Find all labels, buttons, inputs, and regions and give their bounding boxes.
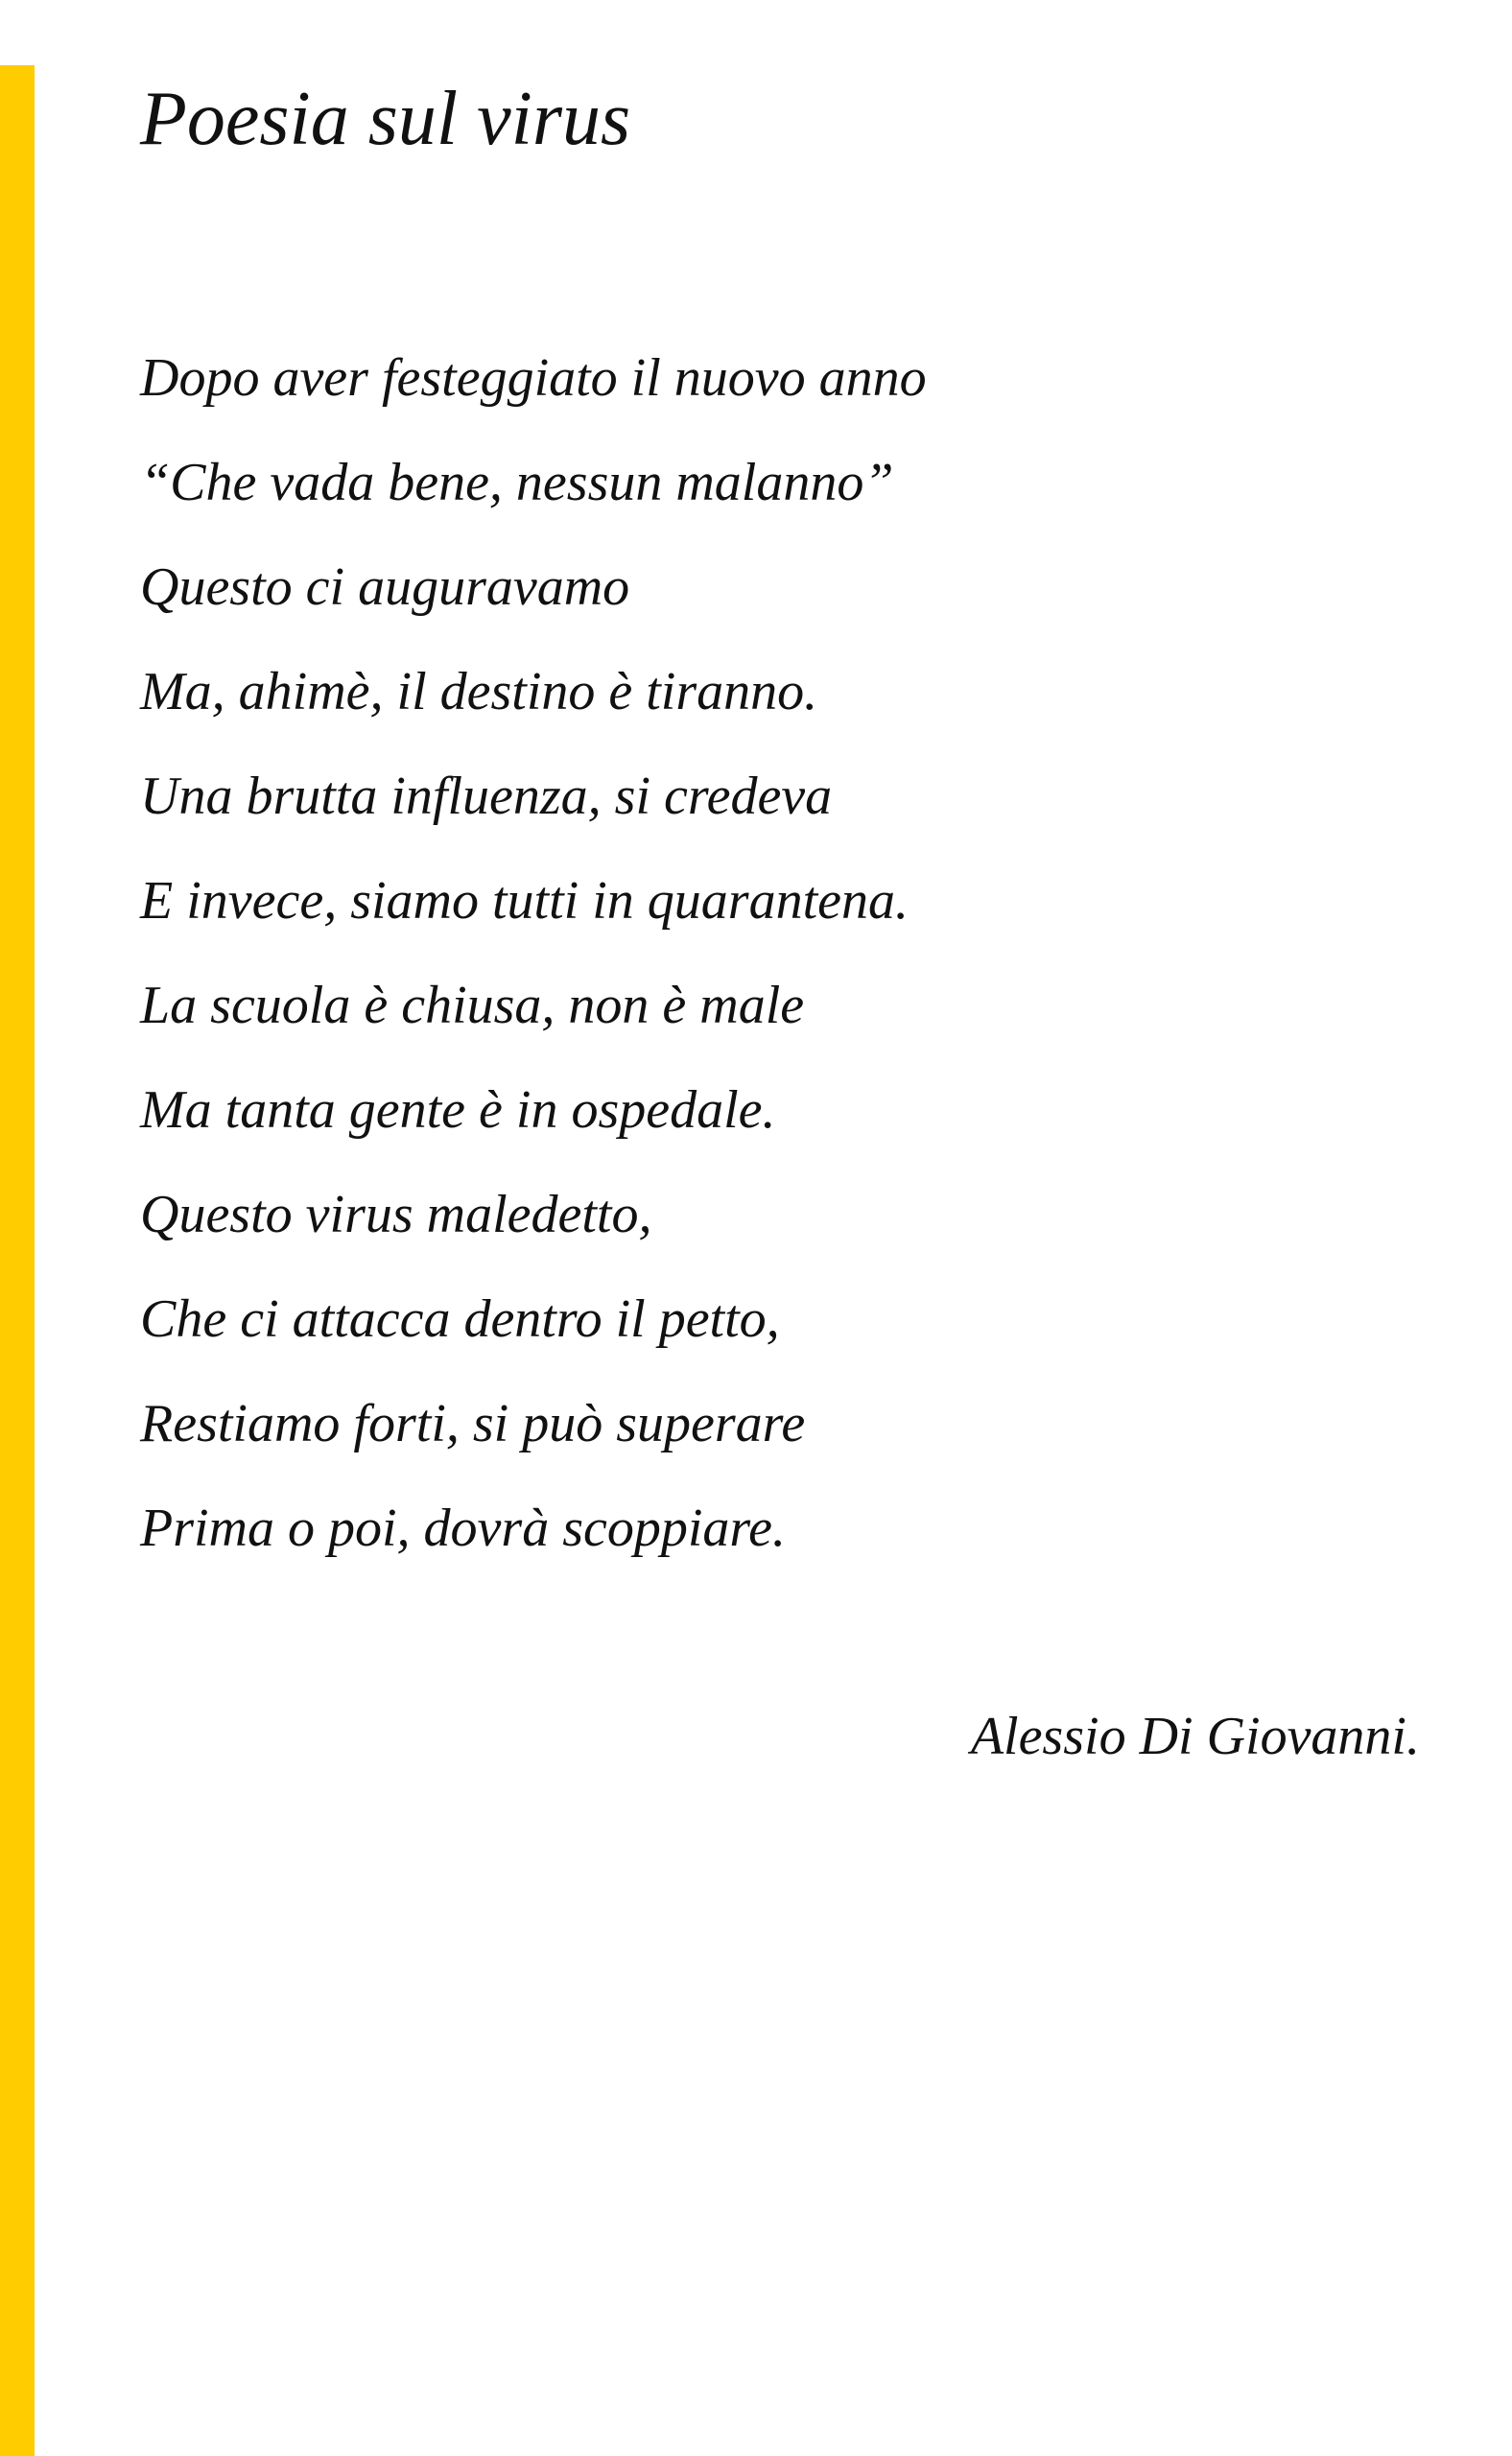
poem-line: E invece, siamo tutti in quarantena. (140, 871, 909, 931)
poem-line: “Che vada bene, nessun malanno” (140, 453, 894, 512)
poem-line: Questo ci auguravamo (140, 557, 630, 617)
poem-line: Ma, ahimè, il destino è tiranno. (140, 662, 818, 721)
poem-line: Ma tanta gente è in ospedale. (140, 1080, 776, 1140)
poem-line: Prima o poi, dovrà scoppiare. (140, 1499, 786, 1558)
accent-bar (0, 65, 35, 2456)
poem-line: Una brutta influenza, si credeva (140, 767, 833, 826)
page-title: Poesia sul virus (140, 77, 631, 161)
poem-line: Restiamo forti, si può superare (140, 1394, 806, 1453)
poem-body (140, 326, 927, 1581)
poem-line: Questo virus maledetto, (140, 1185, 652, 1244)
poem-line: Che ci attacca dentro il petto, (140, 1289, 780, 1349)
poem-line: Dopo aver festeggiato il nuovo anno (140, 348, 927, 408)
author-signature: Alessio Di Giovanni. (970, 1707, 1420, 1766)
poem-line: La scuola è chiusa, non è male (140, 976, 805, 1035)
